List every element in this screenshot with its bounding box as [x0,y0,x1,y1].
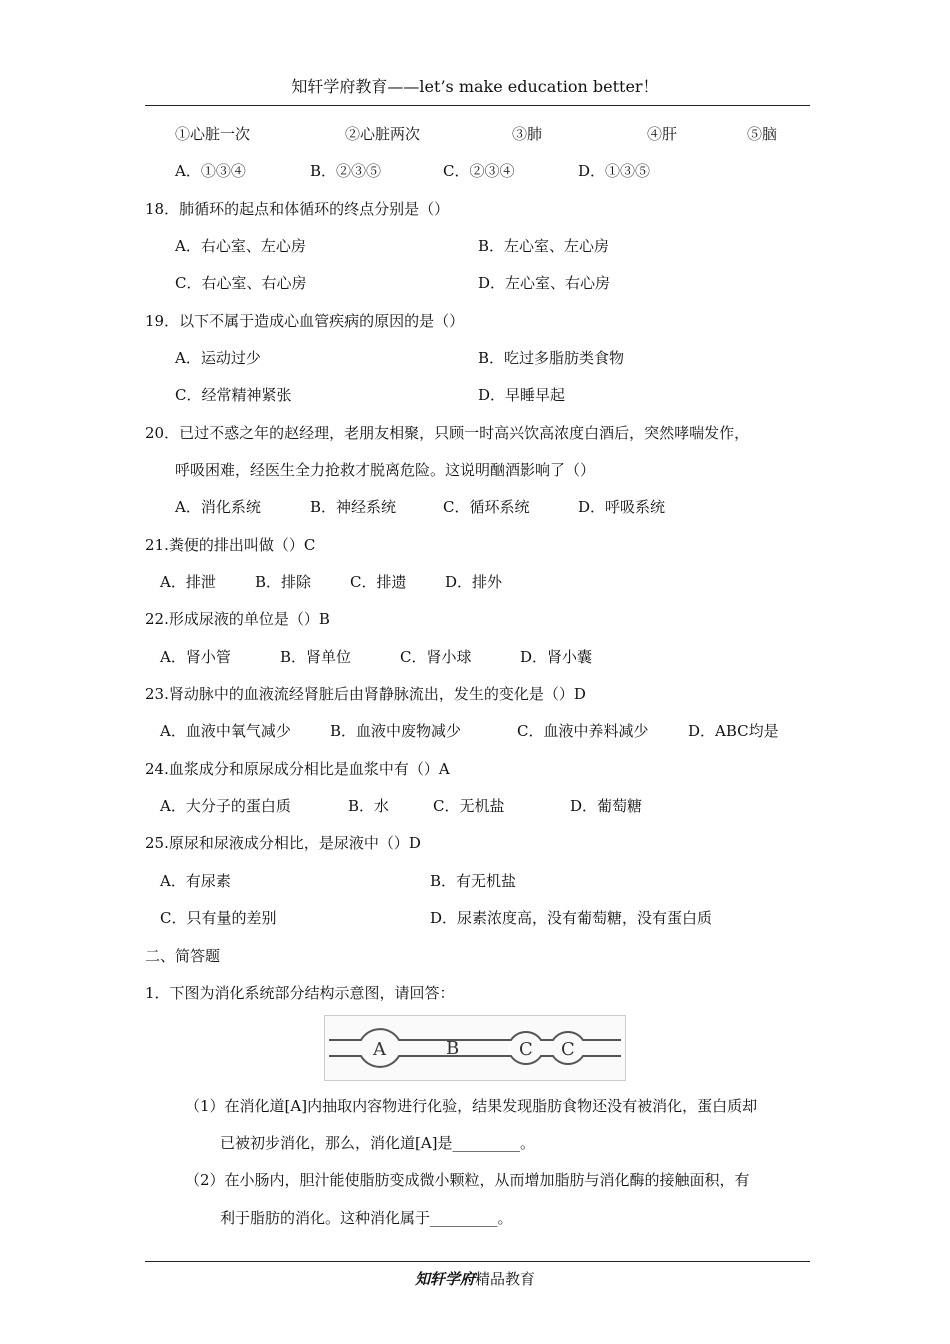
text-line: A．排泄 [160,573,216,591]
text-line: ③肺 [512,125,543,143]
text-line: ②心脏两次 [345,125,421,143]
text-line: D．尿素浓度高，没有葡萄糖，没有蛋白质 [430,909,713,927]
text-line: 19．以下不属于造成心血管疾病的原因的是（） [145,312,465,330]
text-line: 22.形成尿液的单位是（）B [145,610,330,628]
text-line: B．神经系统 [310,498,397,516]
text-line: 24.血浆成分和原尿成分相比是血浆中有（）A [145,760,450,778]
text-line: D．早睡早起 [478,386,566,404]
digestive-tract-diagram [324,1015,626,1081]
text-line: B．吃过多脂肪类食物 [478,349,625,367]
diagram-label-b: B [446,1038,460,1059]
text-line: C．排遗 [350,573,407,591]
text-line: C．无机盐 [433,797,505,815]
text-line: B．水 [348,797,390,815]
text-line: A．消化系统 [175,498,261,516]
text-line: C．只有量的差别 [160,909,277,927]
text-line: 二、简答题 [145,947,221,965]
header-rule [145,105,810,106]
text-line: 25.原尿和尿液成分相比，是尿液中（）D [145,834,421,852]
diagram-label-c2: C [561,1039,575,1060]
footer-suffix: 精品教育 [475,1270,536,1288]
text-line: D．肾小囊 [520,648,593,666]
text-line: B．血液中废物减少 [330,722,462,740]
page-footer [0,1268,950,1289]
text-line: D．ABC均是 [688,722,779,740]
text-line: D．左心室、右心房 [478,274,611,292]
text-line: B．肾单位 [280,648,352,666]
text-line: C．循环系统 [443,498,530,516]
text-line: 23.肾动脉中的血液流经肾脏后由肾静脉流出，发生的变化是（）D [145,685,586,703]
text-line: D．呼吸系统 [578,498,666,516]
text-line: A．有尿素 [160,872,231,890]
text-line: （2）在小肠内，胆汁能使脂肪变成微小颗粒，从而增加脂肪与消化酶的接触面积，有 [185,1171,750,1189]
text-line: 1．下图为消化系统部分结构示意图，请回答： [145,984,455,1002]
text-line: C．右心室、右心房 [175,274,307,292]
text-line: D．葡萄糖 [570,797,643,815]
text-line: B．左心室、左心房 [478,237,610,255]
text-line: C．②③④ [443,162,515,180]
text-line: 已被初步消化，那么，消化道[A]是_________。 [220,1134,536,1152]
text-line: 21.粪便的排出叫做（）C [145,536,316,554]
text-line: ④肝 [647,125,678,143]
text-line: D．①③⑤ [578,162,651,180]
text-line: A．①③④ [175,162,246,180]
text-line: （1）在消化道[A]内抽取内容物进行化验，结果发现脂肪食物还没有被消化，蛋白质却 [185,1097,758,1115]
text-line: B．排除 [255,573,312,591]
text-line: C．血液中养料减少 [517,722,649,740]
text-line: D．排外 [445,573,503,591]
text-line: B．有无机盐 [430,872,517,890]
text-line: 20．已过不惑之年的赵经理，老朋友相聚，只顾一时高兴饮高浓度白酒后，突然哮喘发作， [145,424,750,442]
text-line: 利于脂肪的消化。这种消化属于_________。 [220,1209,513,1227]
diagram-label-c1: C [519,1039,533,1060]
diagram-label-a: A [373,1039,386,1060]
text-line: A．右心室、左心房 [175,237,306,255]
text-line: ①心脏一次 [175,125,251,143]
text-line: C．经常精神紧张 [175,386,292,404]
text-line: A．血液中氧气减少 [160,722,291,740]
text-line: B．②③⑤ [310,162,382,180]
text-line: A．肾小管 [160,648,231,666]
text-line: 呼吸困难，经医生全力抢救才脱离危险。这说明酗酒影响了（） [175,461,596,479]
text-line: ⑤脑 [747,125,778,143]
text-line: A．运动过少 [175,349,261,367]
text-line: C．肾小球 [400,648,472,666]
footer-brand: 知轩学府 [414,1270,475,1288]
page-header: 知轩学府教育——let’s make education better！ [291,77,659,96]
text-line: A．大分子的蛋白质 [160,797,291,815]
text-line: 18．肺循环的起点和体循环的终点分别是（） [145,200,450,218]
footer-rule [145,1261,810,1262]
